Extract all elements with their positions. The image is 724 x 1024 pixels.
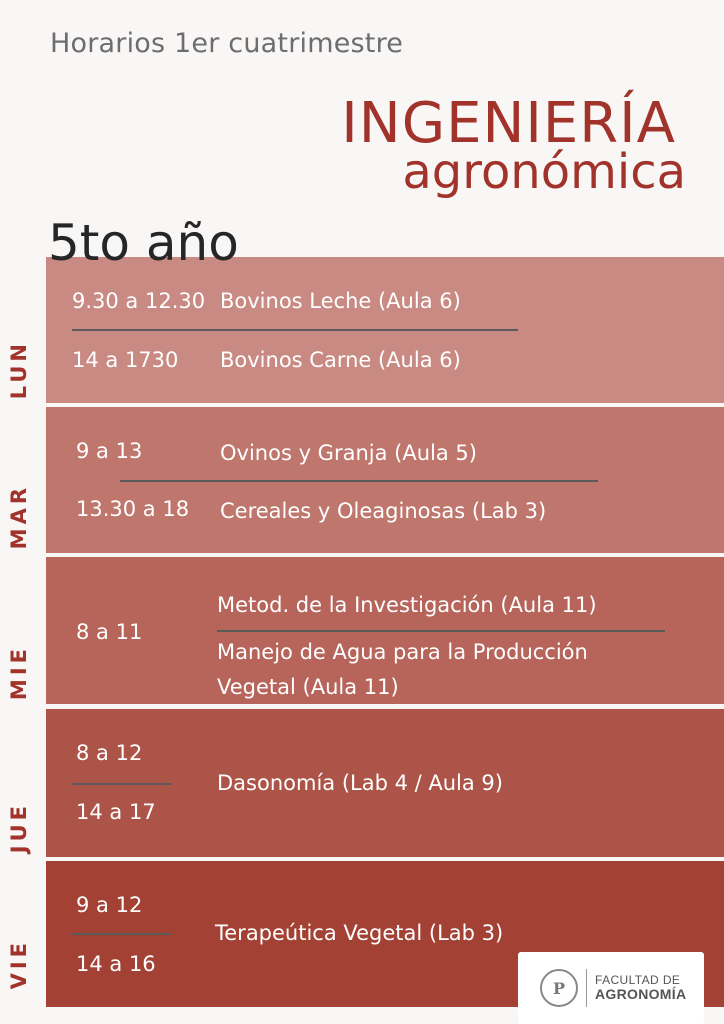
row-divider	[72, 329, 518, 331]
subject-text: Bovinos Leche (Aula 6)	[220, 289, 461, 313]
year-heading: 5to año	[48, 214, 239, 272]
day-label-lun: LUN	[7, 339, 31, 399]
day-label-jue: JUE	[7, 801, 31, 853]
time-text: 9 a 13	[76, 439, 143, 463]
logo-line2: AGRONOMÍA	[595, 985, 687, 1002]
brand-title-line2: agronómica	[402, 144, 686, 200]
subject-text: Ovinos y Granja (Aula 5)	[220, 441, 477, 465]
time-text: 9 a 12	[76, 893, 143, 917]
logo-line1: FACULTAD DE	[595, 973, 681, 988]
time-text: 8 a 11	[76, 620, 143, 644]
row-divider	[72, 933, 172, 935]
faculty-seal-icon: P	[540, 969, 578, 1007]
subject-text: Bovinos Carne (Aula 6)	[220, 348, 461, 372]
row-divider	[120, 480, 598, 482]
time-text: 8 a 12	[76, 741, 143, 765]
time-text: 14 a 16	[76, 952, 156, 976]
day-label-mie: MIE	[7, 644, 31, 700]
faculty-logo	[518, 952, 704, 1024]
day-band-jue	[7, 709, 724, 857]
time-text: 14 a 1730	[72, 348, 179, 372]
subject-text: Manejo de Agua para la Producción	[217, 640, 588, 664]
row-divider	[72, 783, 172, 785]
brand-title-line1: INGENIERÍA	[341, 91, 676, 156]
subject-text: Metod. de la Investigación (Aula 11)	[217, 593, 597, 617]
day-band-mie	[7, 557, 724, 704]
time-text: 13.30 a 18	[76, 497, 190, 521]
subtitle: Horarios 1er cuatrimestre	[50, 28, 404, 59]
day-label-vie: VIE	[7, 938, 31, 989]
logo-divider	[586, 969, 587, 1007]
time-text: 14 a 17	[76, 800, 156, 824]
day-label-mar: MAR	[7, 483, 31, 549]
subject-text: Dasonomía (Lab 4 / Aula 9)	[217, 771, 503, 795]
logo-text	[595, 974, 686, 1001]
time-text: 9.30 a 12.30	[72, 289, 206, 313]
subject-text: Terapeútica Vegetal (Lab 3)	[215, 921, 504, 945]
subject-text: Cereales y Oleaginosas (Lab 3)	[220, 499, 547, 523]
day-band-lun	[7, 257, 724, 403]
day-band-mar	[7, 407, 724, 553]
subject-text: Vegetal (Aula 11)	[217, 675, 399, 699]
row-divider	[217, 630, 665, 632]
